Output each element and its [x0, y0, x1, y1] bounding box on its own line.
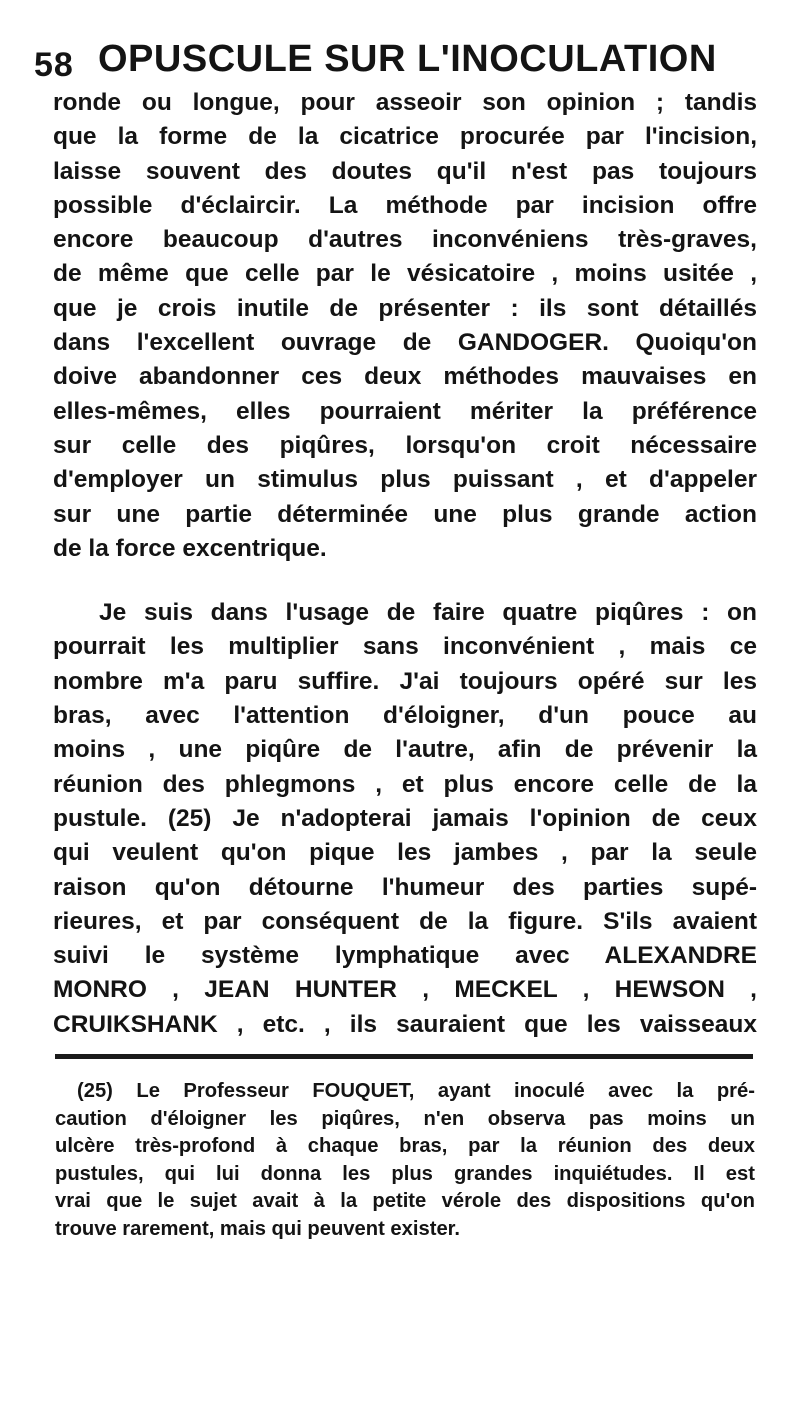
footnote-line: pustules, qui lui donna les plus grandes inquiétudes. Il est [55, 1162, 755, 1185]
text-line: que je crois inutile de présenter : ils sont détaillés [53, 294, 757, 322]
text-line: dans l'excellent ouvrage de GANDOGER. Quoiqu'on [53, 329, 757, 357]
footnote-line: (25) Le Professeur FOUQUET, ayant inoculé avec la pré- [77, 1080, 755, 1102]
footnote-line: ulcère très-profond à chaque bras, par la réunion des deux [55, 1135, 755, 1157]
running-title: OPUSCULE SUR L'INOCULATION [98, 38, 717, 80]
text-line: bras, avec l'attention d'éloigner, d'un pouce au [53, 702, 757, 730]
page-header [34, 36, 774, 88]
text-line: réunion des phlegmons , et plus encore celle de la [53, 770, 757, 798]
text-line: doive abandonner ces deux méthodes mauvaises en [53, 363, 757, 391]
page-number: 58 [34, 46, 74, 84]
text-line: sur celle des piqûres, lorsqu'on croit nécessaire [53, 431, 757, 459]
text-line: de la force excentrique. [53, 534, 327, 562]
text-line: pourrait les multiplier sans inconvénient , mais ce [53, 633, 757, 661]
text-line: possible d'éclaircir. La méthode par incision offre [53, 191, 757, 219]
text-line: de même que celle par le vésicatoire , moins usitée , [53, 260, 757, 288]
text-line: qui veulent qu'on pique les jambes , par la seule [53, 839, 757, 867]
paragraph-gap [53, 566, 757, 596]
text-line: sur une partie déterminée une plus grande action [53, 500, 757, 528]
footnote-line: vrai que le sujet avait à la petite vérole des dispositions qu'on [55, 1190, 755, 1212]
text-line: CRUIKSHANK , etc. , ils sauraient que les vaisseaux [53, 1010, 757, 1038]
paragraph-1 [53, 86, 757, 566]
text-line: pustule. (25) Je n'adopterai jamais l'opinion de ceux [53, 804, 757, 832]
text-line: raison qu'on détourne l'humeur des parties supé- [53, 873, 757, 901]
footnote-line: trouve rarement, mais qui peuvent exister. [55, 1217, 461, 1240]
text-line: rieures, et par conséquent de la figure. S'ils avaient [53, 907, 757, 935]
body-text [53, 86, 757, 1042]
text-line: suivi le système lymphatique avec ALEXANDRE [53, 942, 757, 970]
text-line: moins , une piqûre de l'autre, afin de prévenir la [53, 736, 757, 764]
text-line: Je suis dans l'usage de faire quatre piqûres : on [99, 599, 757, 627]
text-line: ronde ou longue, pour asseoir son opinion ; tandis [53, 89, 757, 116]
footnote [55, 1078, 755, 1243]
text-line: encore beaucoup d'autres inconvéniens très-graves, [53, 226, 757, 254]
paragraph-2 [53, 596, 757, 1042]
footnote-rule [55, 1054, 753, 1059]
text-line: d'employer un stimulus plus puissant , et d'appeler [53, 466, 757, 494]
text-line: que la forme de la cicatrice procurée par l'incision, [53, 123, 757, 151]
text-line: MONRO , JEAN HUNTER , MECKEL , HEWSON , [53, 976, 757, 1004]
footnote-line: caution d'éloigner les piqûres, n'en observa pas moins un [55, 1107, 755, 1130]
text-line: elles-mêmes, elles pourraient mériter la préférence [53, 397, 757, 425]
text-line: laisse souvent des doutes qu'il n'est pas toujours [53, 157, 757, 185]
text-line: nombre m'a paru suffire. J'ai toujours opéré sur les [53, 667, 757, 695]
